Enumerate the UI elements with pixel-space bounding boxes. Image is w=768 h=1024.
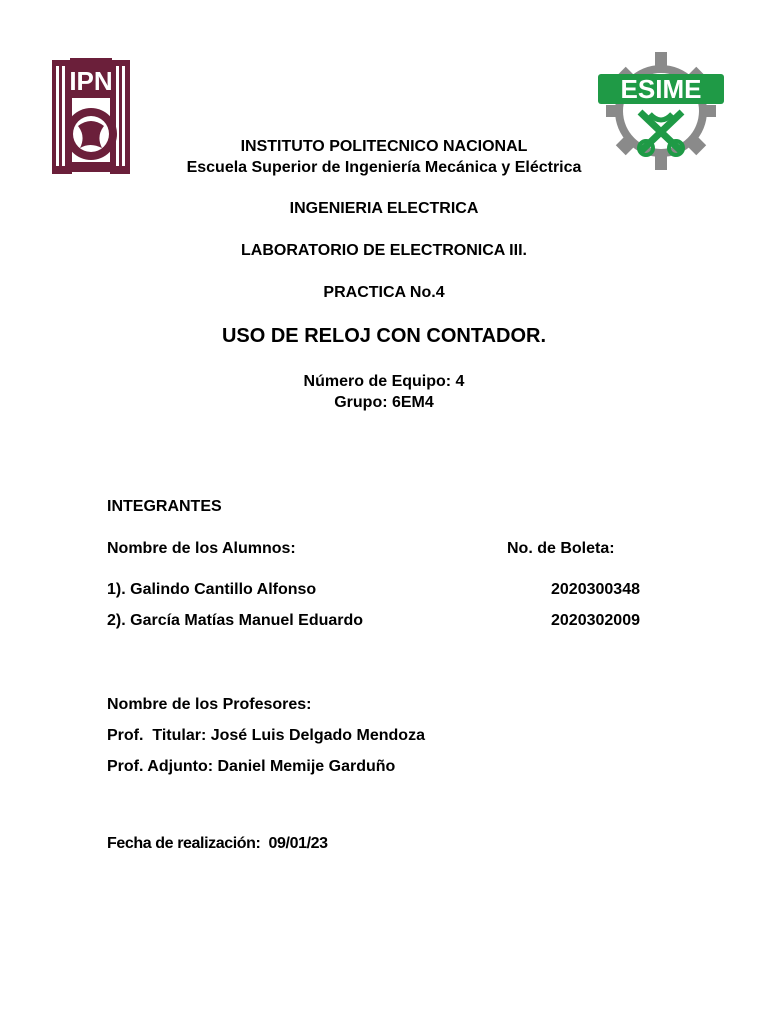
student-name: 1). Galindo Cantillo Alfonso: [107, 581, 317, 598]
practice-number: PRACTICA No.4: [323, 284, 445, 301]
institution-name: INSTITUTO POLITECNICO NACIONAL: [240, 138, 528, 155]
student-id: 2020302009: [551, 612, 640, 629]
group-name: Grupo: 6EM4: [334, 394, 434, 411]
realization-date: Fecha de realización: 09/01/23: [107, 835, 328, 852]
students-name-header: Nombre de los Alumnos:: [107, 540, 296, 557]
members-heading: INTEGRANTES: [107, 498, 222, 515]
students-id-header: No. de Boleta:: [507, 540, 615, 557]
professor-adjunto: Prof. Adjunto: Daniel Memije Garduño: [107, 758, 396, 775]
team-number: Número de Equipo: 4: [303, 373, 465, 390]
svg-text:ESIME: ESIME: [620, 74, 702, 104]
student-name: 2). García Matías Manuel Eduardo: [107, 612, 364, 629]
professors-heading: Nombre de los Profesores:: [107, 696, 312, 713]
practice-title: USO DE RELOJ CON CONTADOR.: [221, 325, 547, 347]
school-name: Escuela Superior de Ingeniería Mecánica y Eléctrica: [186, 159, 582, 176]
student-id: 2020300348: [551, 581, 640, 598]
professor-titular: Prof. Titular: José Luis Delgado Mendoza: [107, 727, 425, 744]
svg-text:IPN: IPN: [69, 66, 113, 96]
career-name: INGENIERIA ELECTRICA: [289, 200, 479, 217]
lab-name: LABORATORIO DE ELECTRONICA III.: [241, 242, 527, 259]
